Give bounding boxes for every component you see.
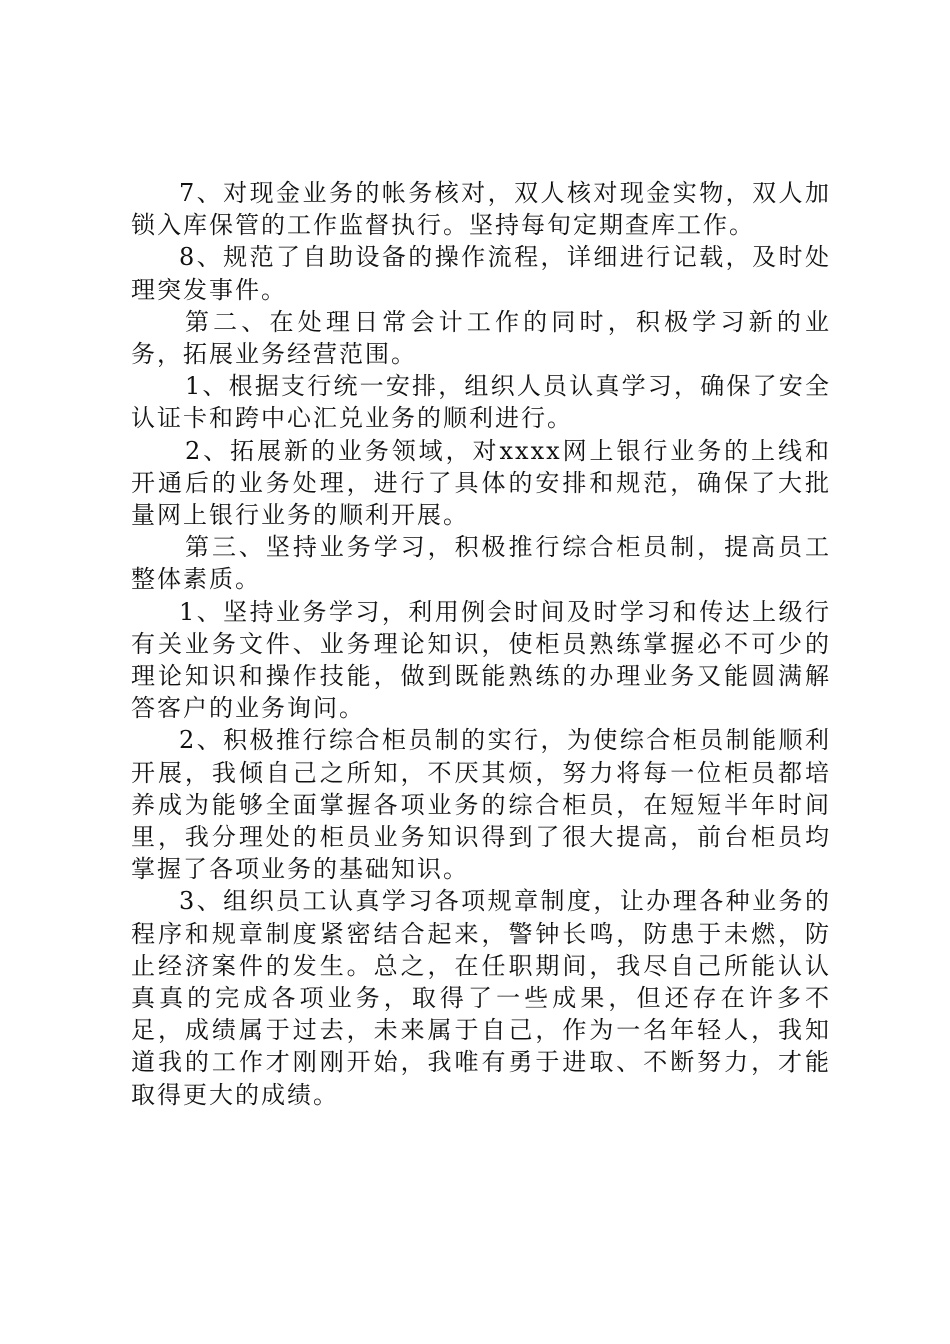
section-heading-third: 第三、坚持业务学习，积极推行综合柜员制，提高员工整体素质。 (131, 533, 831, 594)
paragraph-item-2-third: 2、积极推行综合柜员制的实行，为使综合柜员制能顺利开展，我倾自己之所知，不厌其烦，努力将每一位柜员都培养成为能够全面掌握各项业务的综合柜员，在短短半年时间里，我分理处的柜员业务知识得到了很大提高，前台柜员均掌握了各项业务的基础知识。 (131, 726, 831, 884)
document-body (131, 177, 831, 1111)
paragraph-item-1-third: 1、坚持业务学习，利用例会时间及时学习和传达上级行有关业务文件、业务理论知识，使柜员熟练掌握必不可少的理论知识和操作技能，做到既能熟练的办理业务又能圆满解答客户的业务询问。 (131, 597, 831, 723)
paragraph-item-3-third: 3、组织员工认真学习各项规章制度，让办理各种业务的程序和规章制度紧密结合起来，警钟长鸣，防患于未燃，防止经济案件的发生。总之，在任职期间，我尽自己所能认认真真的完成各项业务，取得了一些成果，但还存在许多不足，成绩属于过去，未来属于自己，作为一名年轻人，我知道我的工作才刚刚开始，我唯有勇于进取、不断努力，才能取得更大的成绩。 (131, 887, 831, 1109)
paragraph-item-8: 8、规范了自助设备的操作流程，详细进行记载，及时处理突发事件。 (131, 243, 831, 304)
paragraph-item-7: 7、对现金业务的帐务核对，双人核对现金实物，双人加锁入库保管的工作监督执行。坚持每旬定期查库工作。 (131, 179, 831, 240)
paragraph-item-2-second: 2、拓展新的业务领域，对xxxx网上银行业务的上线和开通后的业务处理，进行了具体的安排和规范，确保了大批量网上银行业务的顺利开展。 (131, 436, 831, 530)
paragraph-item-1-second: 1、根据支行统一安排，组织人员认真学习，确保了安全认证卡和跨中心汇兑业务的顺利进行。 (131, 372, 831, 433)
section-heading-second: 第二、在处理日常会计工作的同时，积极学习新的业务，拓展业务经营范围。 (131, 307, 831, 369)
